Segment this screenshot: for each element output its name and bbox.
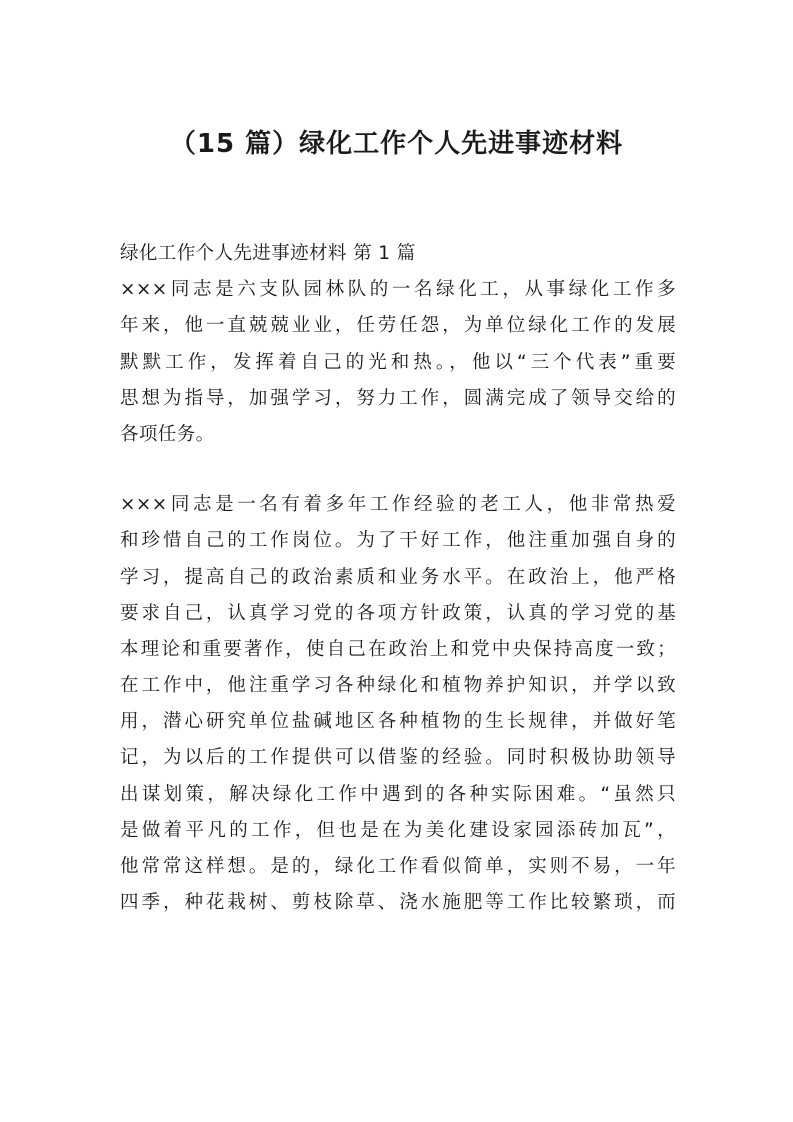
document-title: （15 篇）绿化工作个人先进事迹材料 (169, 129, 624, 159)
paragraph-line: 年来，他一直兢兢业业，任劳任怨，为单位绿化工作的发展 (120, 315, 676, 337)
section-heading: 绿化工作个人先进事迹材料 第 1 篇 (120, 243, 416, 264)
paragraph-line: 要求自己，认真学习党的各项方针政策，认真的学习党的基 (120, 602, 676, 624)
paragraph-line: 默默工作，发挥着自己的光和热。，他以“三个代表”重要 (120, 351, 676, 373)
paragraph-line: 本理论和重要著作，使自己在政治上和党中央保持高度一致； (120, 638, 676, 660)
paragraph-line: 是做着平凡的工作，但也是在为美化建设家园添砖加瓦”， (120, 819, 676, 841)
paragraph-line: 用，潜心研究单位盐碱地区各种植物的生长规律，并做好笔 (120, 711, 676, 733)
paragraph-line: 他常常这样想。是的，绿化工作看似简单，实则不易，一年 (120, 856, 676, 877)
paragraph-line: 出谋划策，解决绿化工作中遇到的各种实际困难。“虽然只 (120, 783, 676, 805)
paragraph-line: 各项任务。 (120, 423, 215, 445)
paragraph-line: ×××同志是一名有着多年工作经验的老工人，他非常热爱 (120, 494, 676, 516)
paragraph-gap (120, 453, 676, 487)
paragraph-line: 在工作中，他注重学习各种绿化和植物养护知识，并学以致 (120, 675, 676, 697)
document-body (120, 236, 676, 921)
paragraph-1 (120, 272, 676, 453)
paragraph-line: ×××同志是六支队园林队的一名绿化工，从事绿化工作多 (120, 279, 676, 301)
paragraph-line: 思想为指导，加强学习，努力工作，圆满完成了领导交给的 (120, 387, 676, 409)
paragraph-line: 记，为以后的工作提供可以借鉴的经验。同时积极协助领导 (120, 747, 676, 769)
paragraph-line: 学习，提高自己的政治素质和业务水平。在政治上，他严格 (120, 566, 676, 588)
paragraph-line: 四季，种花栽树、剪枝除草、浇水施肥等工作比较繁琐，而 (120, 892, 676, 914)
paragraph-line: 和珍惜自己的工作岗位。为了干好工作，他注重加强自身的 (120, 530, 676, 552)
paragraph-2 (120, 487, 676, 921)
